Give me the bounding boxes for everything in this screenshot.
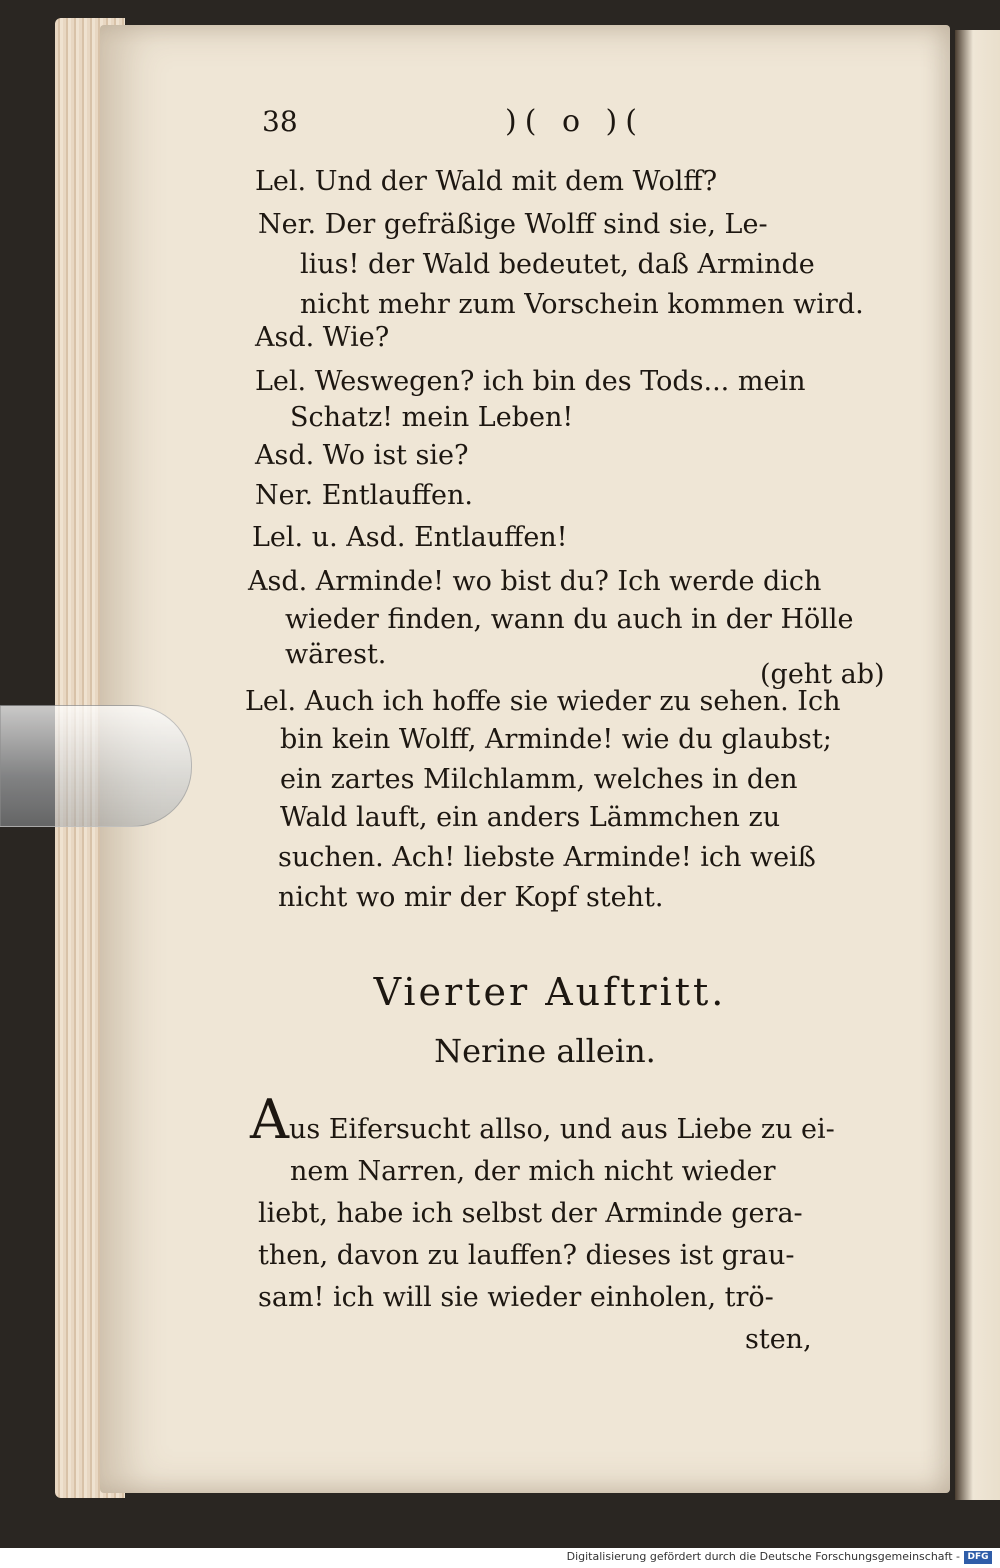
text-line: Lel. u. Asd. Entlauffen!	[252, 522, 568, 553]
text-line: wärest.	[285, 639, 387, 670]
text-line: Asd. Wie?	[255, 322, 390, 353]
text-line: lius! der Wald bedeutet, daß Arminde	[300, 249, 815, 280]
text-line: suchen. Ach! liebste Arminde! ich weiß	[278, 842, 816, 873]
header-ornament: )( o )(	[505, 104, 645, 139]
paragraph-line: nem Narren, der mich nicht wieder	[290, 1156, 776, 1187]
scene-title: Vierter Auftritt.	[373, 970, 727, 1014]
text-line: bin kein Wolff, Arminde! wie du glaubst;	[280, 724, 832, 755]
text-line: wieder finden, wann du auch in der Hölle	[285, 604, 854, 635]
stage-direction: (geht ab)	[760, 659, 885, 690]
text-line: Ner. Der gefräßige Wolff sind sie, Le-	[258, 209, 768, 240]
credit-text: Digitalisierung gefördert durch die Deutsche Forschungsgemeinschaft -	[566, 1550, 960, 1563]
paragraph-line: us Eifersucht allso, und aus Liebe zu ei-	[289, 1114, 835, 1145]
facing-page-edge	[955, 30, 1000, 1500]
paragraph-line: then, davon zu lauffen? dieses ist grau-	[258, 1240, 795, 1271]
page-clip	[0, 705, 192, 827]
paragraph	[250, 1088, 835, 1361]
text-line: Asd. Wo ist sie?	[255, 440, 469, 471]
text-line: nicht wo mir der Kopf steht.	[278, 882, 664, 913]
text-line: Lel. Und der Wald mit dem Wolff?	[255, 166, 718, 197]
text-line: Lel. Auch ich hoffe sie wieder zu sehen. Ich	[245, 686, 841, 717]
text-line: Ner. Entlauffen.	[255, 480, 473, 511]
dfg-logo: DFG	[964, 1551, 992, 1564]
scene-subtitle: Nerine allein.	[434, 1032, 656, 1070]
drop-cap: A	[250, 1088, 289, 1151]
text-line: Asd. Arminde! wo bist du? Ich werde dich	[248, 566, 822, 597]
text-line: Lel. Weswegen? ich bin des Tods... mein	[255, 366, 806, 397]
text-line: Schatz! mein Leben!	[290, 402, 574, 433]
text-line: ein zartes Milchlamm, welches in den	[280, 764, 798, 795]
paragraph-line: liebt, habe ich selbst der Arminde gera-	[258, 1198, 803, 1229]
text-line: Wald lauft, ein anders Lämmchen zu	[280, 802, 781, 833]
paragraph-line: sam! ich will sie wieder einholen, trö-	[258, 1282, 774, 1313]
page-number: 38	[262, 105, 298, 138]
catchword: sten,	[745, 1324, 812, 1355]
text-line: nicht mehr zum Vorschein kommen wird.	[300, 289, 864, 320]
